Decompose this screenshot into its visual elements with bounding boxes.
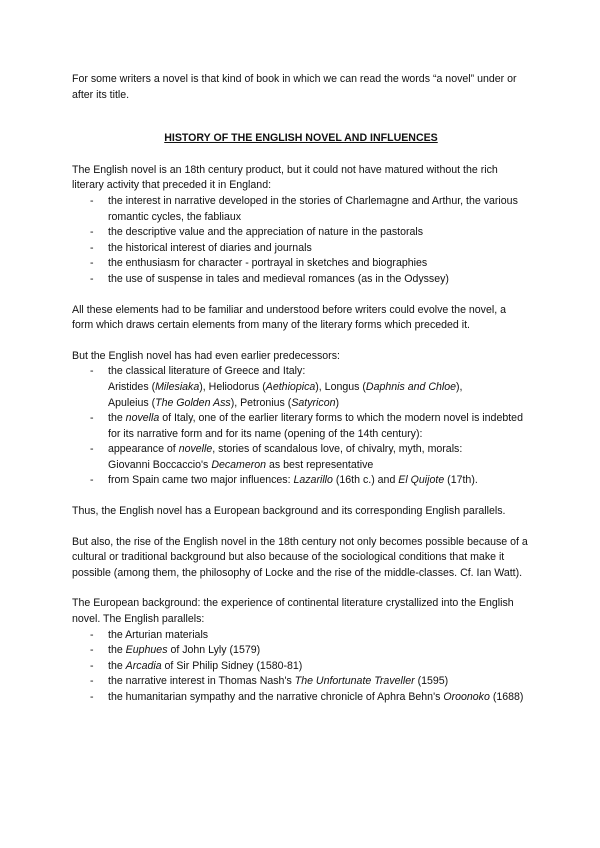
paragraph-predecessors: But the English novel has had even earlier predecessors: bbox=[72, 349, 340, 362]
list-item: - the historical interest of diaries and journals bbox=[72, 241, 530, 257]
paragraph-rise-of-novel: But also, the rise of the English novel in the 18th century not only becomes possible because of a cultural or traditional background but also because of the sociological conditions that make it possible (among them, the philosophy of Locke and the rise of the middle-classes. Cf. Ian Watt). bbox=[72, 535, 528, 579]
paragraph-european-background: Thus, the English novel has a European background and its corresponding English parallels. bbox=[72, 505, 506, 518]
intro-paragraph: For some writers a novel is that kind of book in which we can read the words “a novel” under or after its title. bbox=[72, 73, 517, 101]
list-english-parallels bbox=[72, 628, 530, 706]
list-item: - the classical literature of Greece and Italy: Aristides (Milesiaka), Heliodorus (Aethiopica), Longus (Daphnis and Chloe), Apuleius (The Golden Ass), Petronius (Satyricon) bbox=[90, 365, 463, 409]
dash-marker: - bbox=[90, 194, 94, 207]
dash-marker: - bbox=[90, 272, 94, 285]
dash-marker: - bbox=[90, 412, 94, 425]
list-item: - the Euphues of John Lyly (1579) bbox=[72, 643, 530, 659]
dash-marker: - bbox=[90, 443, 94, 456]
dash-marker: - bbox=[90, 474, 94, 487]
list-item: - the novella of Italy, one of the earlier literary forms to which the modern novel is indebted for its narrative form and for its name (opening of the 14th century): bbox=[90, 412, 523, 440]
list-item: - the interest in narrative developed in the stories of Charlemagne and Arthur, the various romantic cycles, the fabliaux bbox=[90, 194, 518, 223]
dash-marker: - bbox=[90, 365, 94, 378]
dash-marker: - bbox=[90, 226, 94, 239]
dash-marker: - bbox=[90, 257, 94, 270]
list-preceding-activity bbox=[72, 194, 530, 288]
list-item: - the descriptive value and the appreciation of nature in the pastorals bbox=[72, 225, 530, 241]
paragraph-elements: All these elements had to be familiar and understood before writers could evolve the novel, a form which draws certain elements from many of the literary forms which preceded it. bbox=[72, 303, 507, 332]
list-predecessors bbox=[72, 364, 530, 489]
list-item: - the narrative interest in Thomas Nash's The Unfortunate Traveller (1595) bbox=[72, 674, 530, 690]
dash-marker: - bbox=[90, 675, 94, 688]
list-item: - the use of suspense in tales and medieval romances (as in the Odyssey) bbox=[72, 272, 530, 288]
list-item: - the Arcadia of Sir Philip Sidney (1580-81) bbox=[72, 659, 530, 675]
dash-marker: - bbox=[90, 659, 94, 672]
paragraph-english-parallels: The European background: the experience of continental literature crystallized into the English novel. The English parallels: bbox=[72, 597, 514, 626]
list-item: - the Arturian materials bbox=[72, 628, 530, 644]
dash-marker: - bbox=[90, 691, 94, 703]
paragraph-english-novel-origin: The English novel is an 18th century product, but it could not have matured without the rich literary activity that preceded it in England: bbox=[72, 163, 498, 192]
dash-marker: - bbox=[90, 644, 94, 657]
list-item: - the humanitarian sympathy and the narrative chronicle of Aphra Behn's Oroonoko (1688) bbox=[72, 690, 530, 706]
list-item: - the enthusiasm for character - portrayal in sketches and biographies bbox=[72, 256, 530, 272]
dash-marker: - bbox=[90, 628, 94, 641]
dash-marker: - bbox=[90, 241, 94, 254]
list-item: - appearance of novelle, stories of scandalous love, of chivalry, myth, morals: Giovanni Boccaccio's Decameron as best representative bbox=[90, 443, 463, 471]
list-item: - from Spain came two major influences: Lazarillo (16th c.) and El Quijote (17th). bbox=[72, 473, 530, 489]
section-heading: HISTORY OF THE ENGLISH NOVEL AND INFLUENCES bbox=[164, 132, 438, 145]
